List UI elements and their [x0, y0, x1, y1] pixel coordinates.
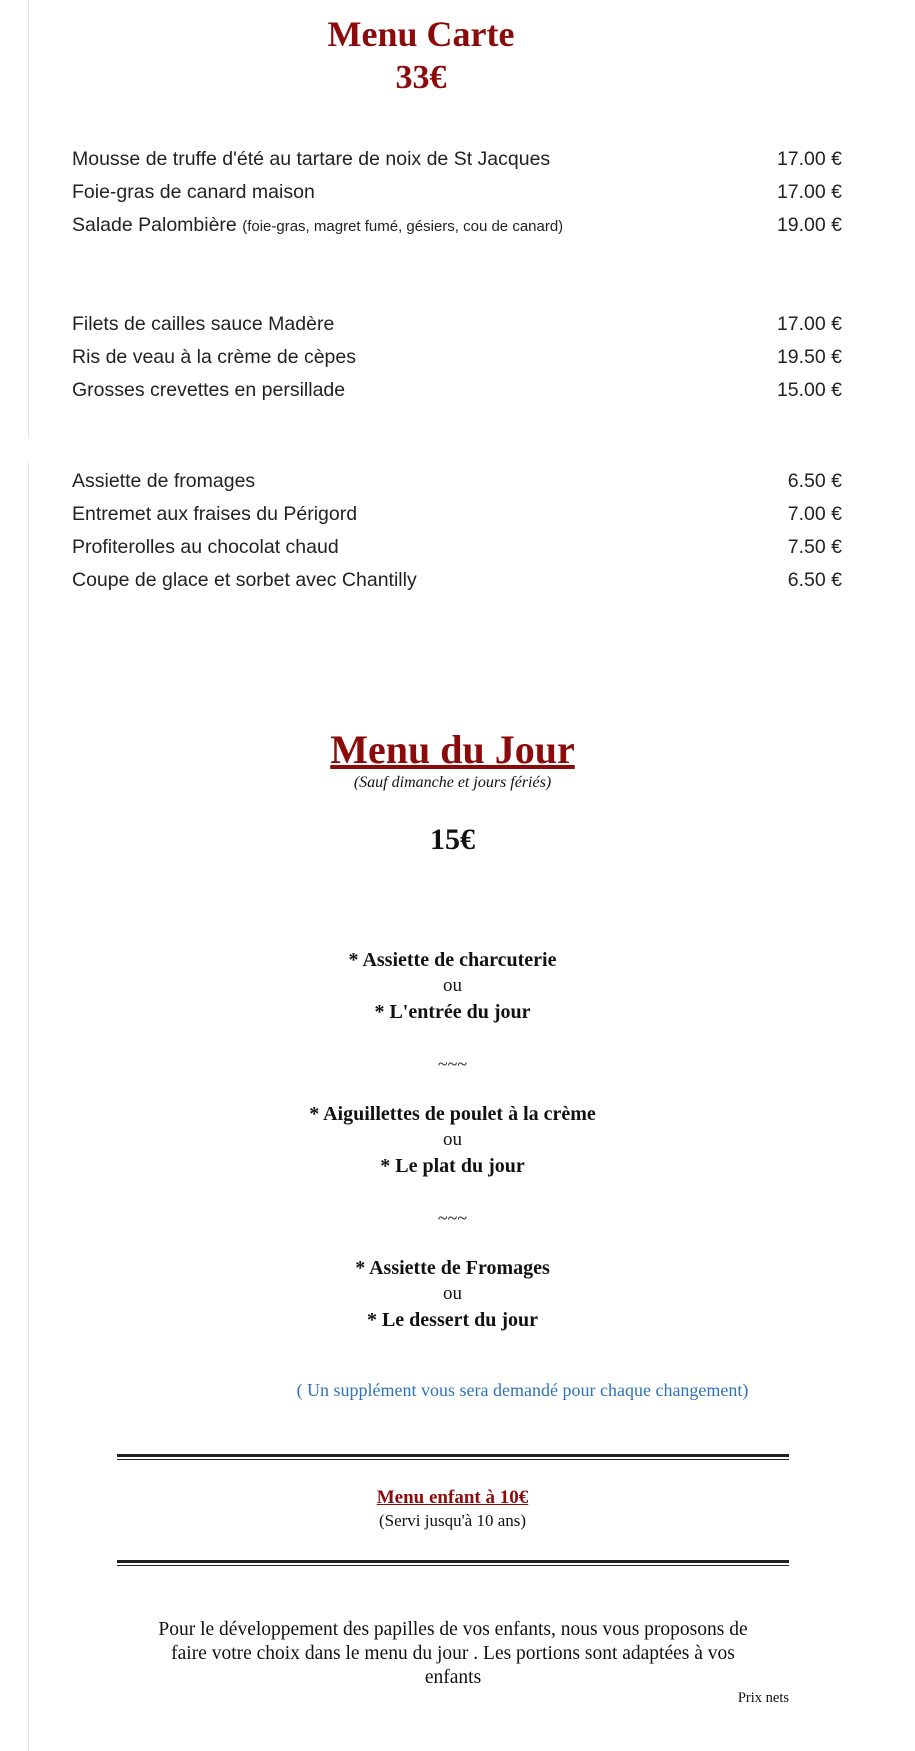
item-note: (foie-gras, magret fumé, gésiers, cou de canard): [242, 218, 564, 235]
course-separator: ~~~: [437, 1208, 468, 1228]
item-price: 7.50 €: [787, 536, 842, 558]
or-text: ou: [443, 1129, 462, 1150]
menu-carte-price: 33€: [395, 59, 447, 96]
menu-item-entree: [72, 178, 842, 206]
menu-jour-price: 15€: [430, 823, 475, 856]
menu-item-entree: [72, 211, 842, 239]
item-price: 17.00 €: [776, 181, 842, 203]
enfant-description: [125, 1618, 781, 1690]
menu-item-plat: [72, 343, 842, 371]
item-price: 19.50 €: [776, 346, 842, 368]
item-name: Foie-gras de canard maison: [72, 181, 315, 203]
prix-nets-label: Prix nets: [737, 1690, 789, 1706]
item-name: Grosses crevettes en persillade: [72, 379, 346, 401]
menu-item-dessert: [72, 500, 842, 528]
item-name: Assiette de fromages: [72, 470, 256, 492]
item-name: Filets de cailles sauce Madère: [72, 313, 335, 335]
item-name: Entremet aux fraises du Périgord: [72, 503, 358, 525]
description-line: Pour le développement des papilles de vos enfants, nous vous proposons de: [158, 1619, 748, 1640]
item-price: 6.50 €: [787, 470, 842, 492]
jour-entree-option: * Assiette de charcuterie: [348, 949, 557, 971]
menu-jour-subtitle: (Sauf dimanche et jours fériés): [353, 774, 552, 791]
item-price: 19.00 €: [776, 214, 842, 236]
item-name: Profiterolles au chocolat chaud: [72, 536, 339, 558]
course-separator: ~~~: [437, 1054, 468, 1074]
menu-enfant-title: Menu enfant à 10€: [376, 1487, 529, 1508]
item-price: 6.50 €: [787, 569, 842, 591]
item-name: Ris de veau à la crème de cèpes: [72, 346, 356, 368]
description-line: faire votre choix dans le menu du jour . Les portions sont adaptées à vos: [171, 1643, 735, 1664]
jour-plat-option: * Le plat du jour: [380, 1155, 525, 1177]
menu-item-dessert: [72, 566, 842, 594]
or-text: ou: [443, 1283, 462, 1304]
jour-dessert-option: * Le dessert du jour: [366, 1309, 539, 1331]
supplement-note: ( Un supplément vous sera demandé pour chaque changement): [296, 1380, 749, 1400]
menu-item-plat: [72, 310, 842, 338]
item-name: Salade Palombière: [72, 214, 237, 236]
menu-jour-title: Menu du Jour: [330, 727, 575, 772]
item-price: 17.00 €: [776, 148, 842, 170]
menu-carte-title: Menu Carte: [327, 14, 515, 54]
jour-plat-option: * Aiguillettes de poulet à la crème: [309, 1103, 596, 1125]
menu-item-dessert: [72, 533, 842, 561]
item-name: Coupe de glace et sorbet avec Chantilly: [72, 569, 417, 591]
menu-item-dessert: [72, 467, 842, 495]
item-price: 15.00 €: [776, 379, 842, 401]
double-rule-divider: [117, 1454, 789, 1460]
item-price: 7.00 €: [787, 503, 842, 525]
jour-entree-option: * L'entrée du jour: [374, 1001, 531, 1023]
left-border-top: [28, 0, 29, 438]
item-name-group: [72, 211, 563, 241]
item-name: Mousse de truffe d'été au tartare de noix de St Jacques: [72, 148, 551, 170]
item-price: 17.00 €: [776, 313, 842, 335]
or-text: ou: [443, 975, 462, 996]
menu-item-entree: [72, 145, 842, 173]
description-line: enfants: [424, 1667, 482, 1688]
menu-item-plat: [72, 376, 842, 404]
double-rule-divider: [117, 1560, 789, 1566]
menu-enfant-subtitle: (Servi jusqu'à 10 ans): [378, 1511, 527, 1530]
jour-dessert-option: * Assiette de Fromages: [355, 1257, 550, 1279]
